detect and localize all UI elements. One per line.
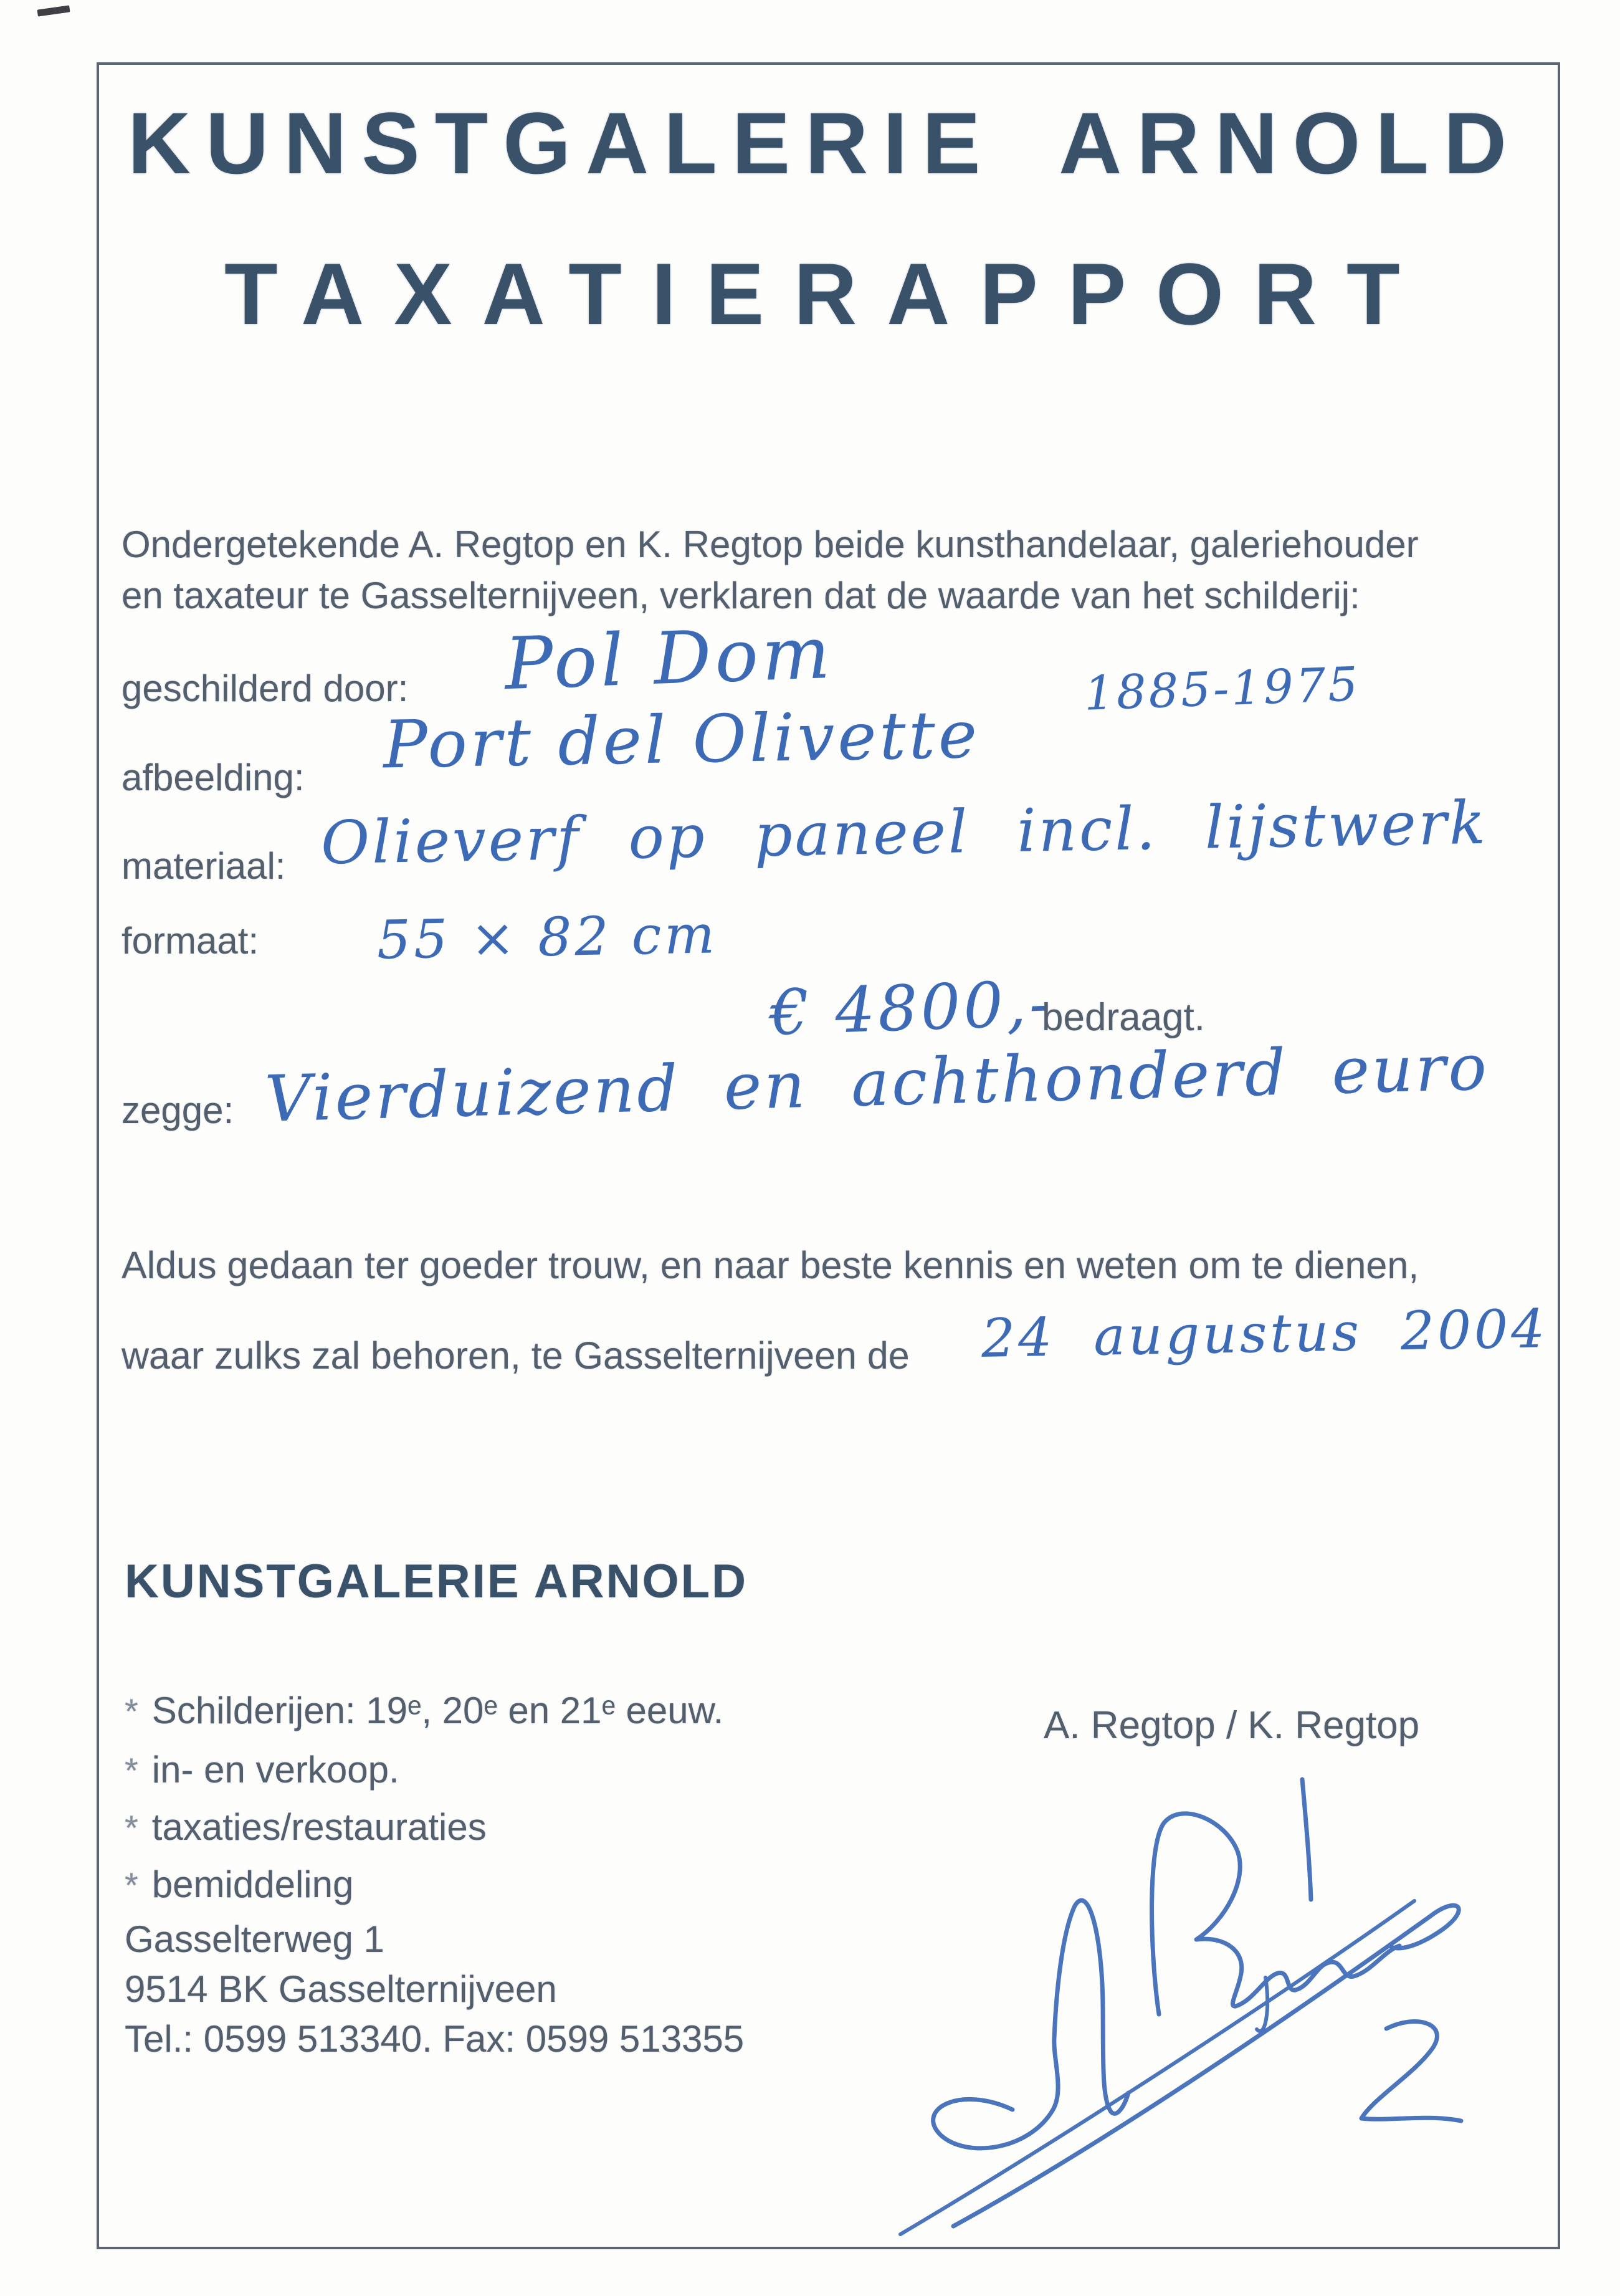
closing-line-2: waar zulks zal behoren, te Gasselternijveen de: [122, 1334, 910, 1377]
field-label-materiaal: materiaal:: [122, 845, 286, 887]
asterisk-bullet: *: [125, 1808, 138, 1847]
service-item-in-en-verkoop: [125, 1751, 399, 1790]
closing-line-1: Aldus gedaan ter goeder trouw, en naar beste kennis en weten om te dienen,: [122, 1244, 1419, 1286]
address-street: Gasselterweg 1: [125, 1918, 384, 1960]
asterisk-bullet: *: [125, 1751, 138, 1790]
service-label: taxaties/restauraties: [151, 1806, 487, 1848]
service-item-schilderijen: [125, 1692, 723, 1731]
field-label-geschilderd-door: geschilderd door:: [122, 667, 409, 709]
address-city: 9514 BK Gasselternijveen: [125, 1968, 557, 2010]
service-label: bemiddeling: [151, 1863, 354, 1905]
report-title: TAXATIERAPPORT: [224, 245, 1430, 343]
asterisk-bullet: *: [125, 1865, 138, 1905]
field-value-zegge: Vierduizend en achthonderd euro: [264, 1030, 1490, 1137]
field-value-painter-years: 1885-1975: [1083, 656, 1361, 721]
address-phone-fax: Tel.: 0599 513340. Fax: 0599 513355: [125, 2018, 745, 2060]
field-value-formaat: 55 × 82 cm: [376, 904, 718, 972]
service-item-bemiddeling: [125, 1863, 354, 1905]
asterisk-bullet: *: [125, 1691, 138, 1731]
amount-value: € 4800,-: [768, 967, 1055, 1050]
service-label: Schilderijen: 19ᵉ, 20ᵉ en 21ᵉ eeuw.: [151, 1690, 724, 1731]
field-value-painter: Pol Dom: [503, 611, 835, 707]
scan-artifact-mark: [37, 5, 70, 16]
service-label: in- en verkoop.: [151, 1749, 399, 1791]
amount-suffix: bedraagt.: [1042, 996, 1205, 1039]
footer-gallery-name: KUNSTGALERIE ARNOLD: [125, 1555, 748, 1608]
gallery-title: KUNSTGALERIE ARNOLD: [128, 94, 1522, 192]
signatories-names: A. Regtop / K. Regtop: [1044, 1704, 1420, 1747]
field-value-afbeelding: Port del Olivette: [382, 696, 981, 783]
field-label-afbeelding: afbeelding:: [122, 757, 305, 798]
service-item-taxaties-restauraties: [125, 1806, 487, 1848]
field-label-formaat: formaat:: [122, 920, 259, 962]
intro-line-2: en taxateur te Gasselternijveen, verklaren dat de waarde van het schilderij:: [122, 575, 1360, 616]
intro-paragraph: [122, 519, 1419, 621]
signature-ink: [866, 1745, 1558, 2237]
field-label-zegge: zegge:: [122, 1089, 234, 1131]
field-value-materiaal: Olieverf op paneel incl. lijstwerk: [320, 788, 1489, 878]
closing-date-handwritten: 24 augustus 2004: [981, 1298, 1549, 1370]
intro-line-1: Ondergetekende A. Regtop en K. Regtop beide kunsthandelaar, galeriehouder: [122, 524, 1419, 565]
